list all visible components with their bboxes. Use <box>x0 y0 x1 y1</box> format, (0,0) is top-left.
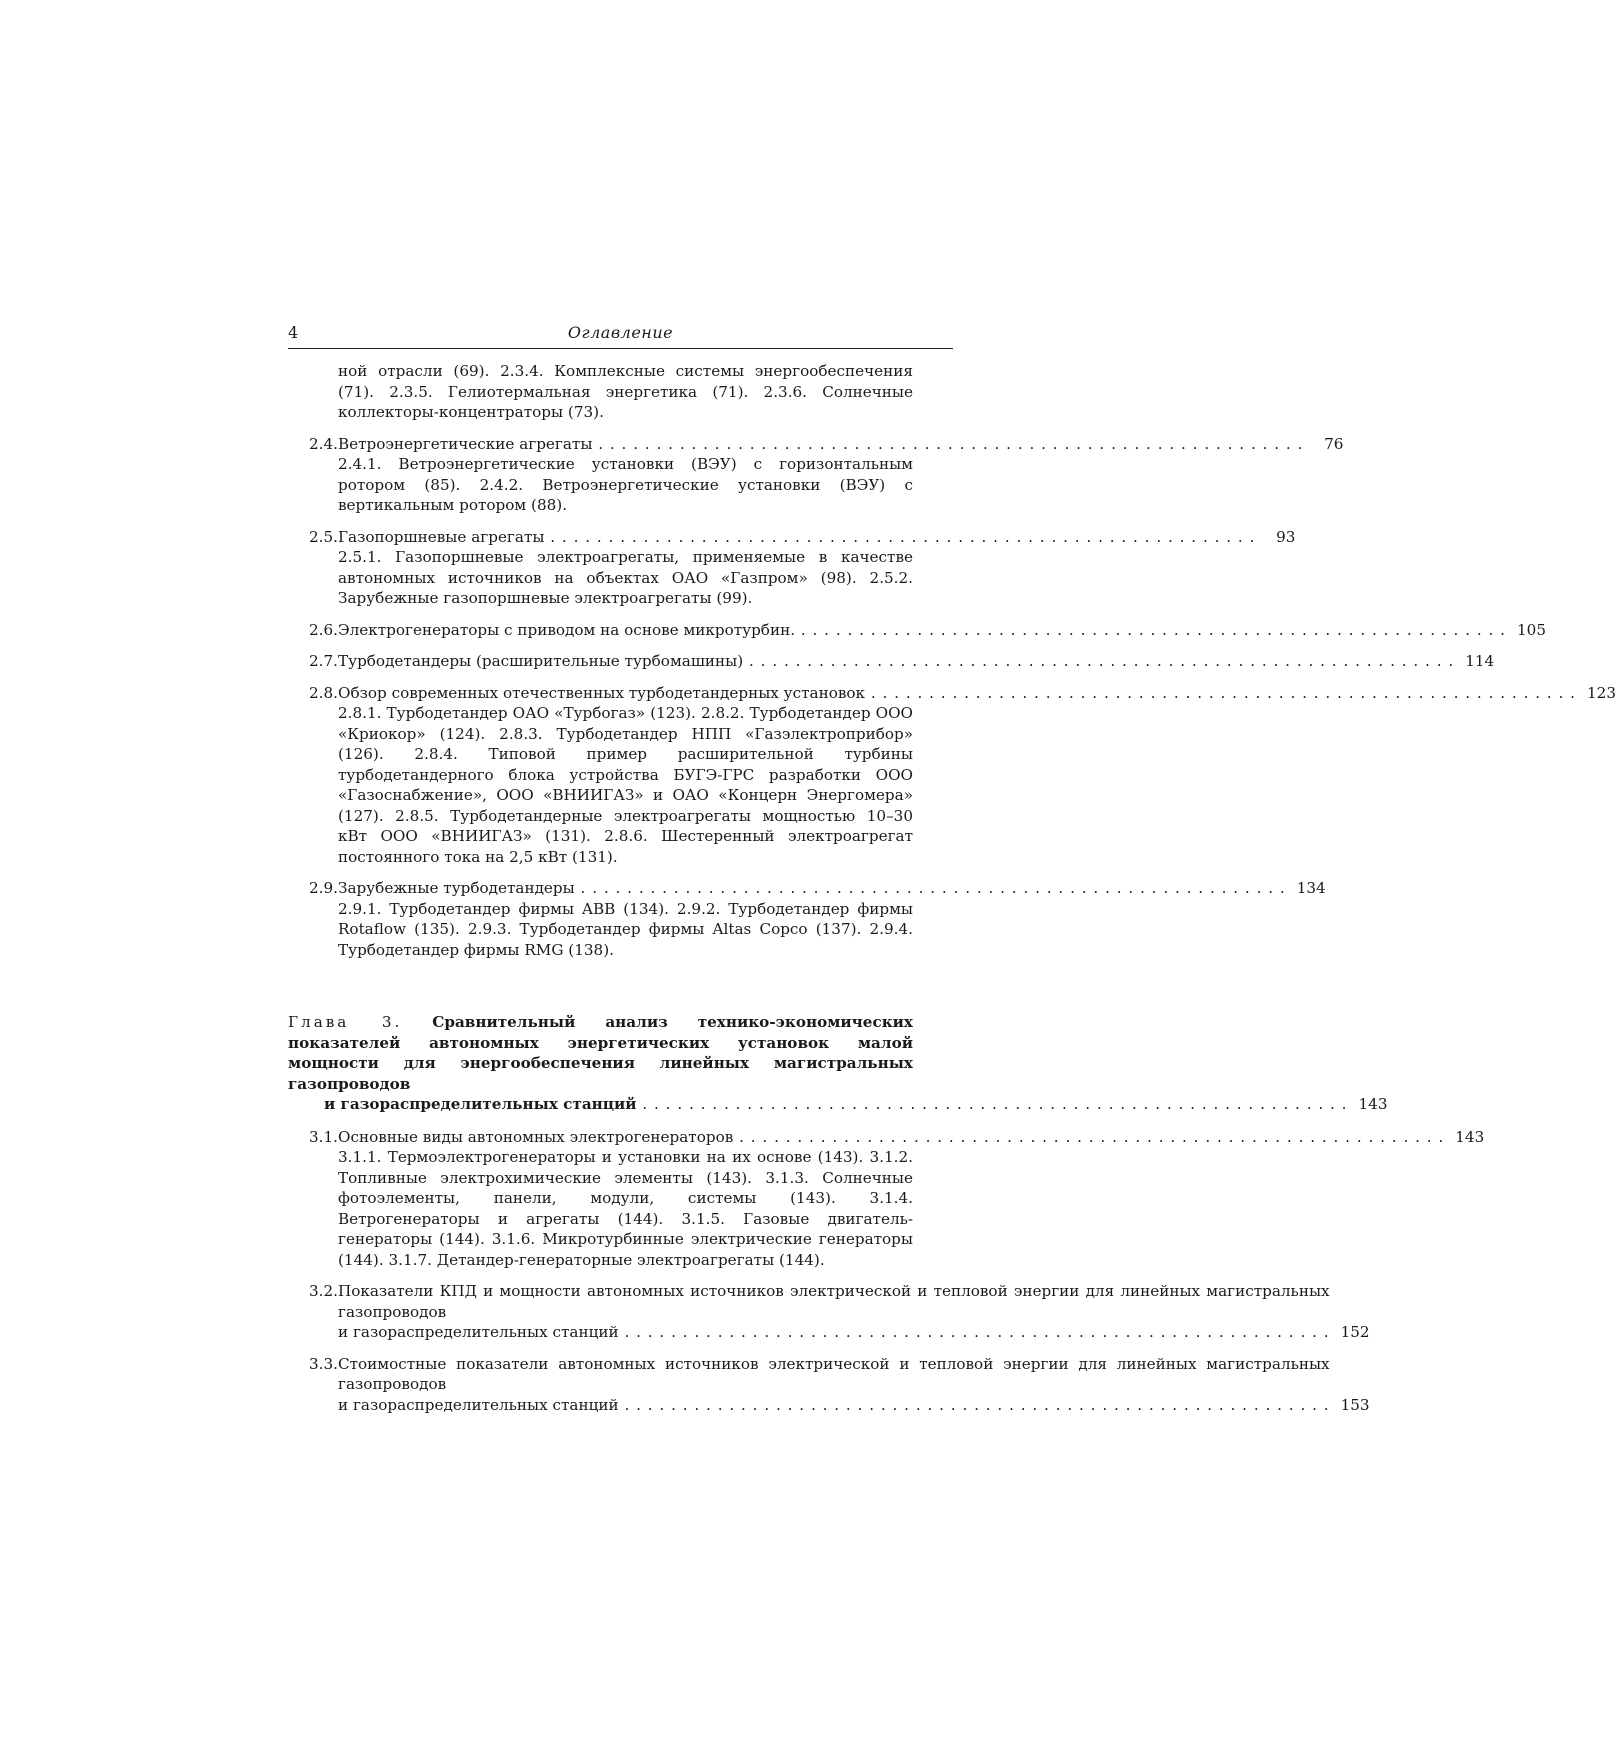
running-title: Оглавление <box>567 323 674 342</box>
entry-page: 76 <box>1324 434 1344 453</box>
toc-entry-2-8[interactable] <box>288 683 1616 868</box>
chapter-page: 143 <box>1358 1095 1388 1113</box>
entry-title: Ветроэнергетические агрегаты <box>338 434 593 453</box>
toc-entry-2-4[interactable] <box>288 434 1344 516</box>
entry-page: 105 <box>1517 620 1547 639</box>
toc-entry-3-1[interactable] <box>288 1127 1485 1271</box>
entry-page: 143 <box>1455 1127 1485 1146</box>
entry-title: Обзор современных отечественных турбодетандерных установок <box>338 683 866 702</box>
chapter-3-heading[interactable] <box>288 1012 1388 1115</box>
entry-page: 153 <box>1340 1395 1370 1414</box>
entry-subsections: 2.9.1. Турбодетандер фирмы ABB (134). 2.9.2. Турбодетандер фирмы Rotaflow (135). 2.9.3. Турбодетандер фирмы Altas Copco (137). 2.9.4. Турбодетандер фирмы RMG (138). <box>338 899 913 959</box>
entry-number: 2.4. <box>309 434 338 453</box>
entry-title: Показатели КПД и мощности автономных источников электрической и тепловой энергии для линейных магистральных газопроводов <box>338 1282 1330 1321</box>
entry-number: 2.6. <box>309 620 338 639</box>
toc-entry-2-5[interactable] <box>288 527 1296 609</box>
entry-title: Турбодетандеры (расширительные турбомашины) <box>338 652 744 670</box>
entry-number: 2.5. <box>309 527 338 546</box>
entry-title: Электрогенераторы с приводом на основе микротурбин. <box>338 620 796 639</box>
entry-number: 3.1. <box>309 1127 338 1146</box>
toc-entry-2-9[interactable] <box>288 878 1326 960</box>
entry-title-last: и газораспределительных станций <box>338 1323 619 1341</box>
entry-title: Газопоршневые агрегаты <box>338 527 545 546</box>
chapter-title: Сравнительный анализ технико-экономических показателей автономных энергетических установок малой мощности для энергообеспечения линейных магистральных газопроводов <box>288 1013 913 1093</box>
entry-subsections: 2.8.1. Турбодетандер ОАО «Турбогаз» (123). 2.8.2. Турбодетандер ООО «Криокор» (124). 2.8.3. Турбодетандер НПП «Газэлектроприбор» (126). 2.8.4. Типовой пример расширительной турбины турбодетандерного блока устройства БУГЭ-ГРС разработки ООО «Газоснабжение», ООО «ВНИИГАЗ» и ОАО «Концерн Энергомера» (127). 2.8.5. Турбодетандерные электроагрегаты мощностью 10–30 кВт ООО «ВНИИГАЗ» (131). 2.8.6. Шестеренный электроагрегат постоянного тока на 2,5 кВт (131). <box>338 704 913 866</box>
chapter-title-last: и газораспределительных станций <box>324 1095 637 1113</box>
entry-title-last: и газораспределительных станций <box>338 1395 619 1414</box>
entry-page: 123 <box>1587 683 1616 702</box>
entry-page: 152 <box>1340 1323 1370 1341</box>
entry-title: Стоимостные показатели автономных источников электрической и тепловой энергии для линейных магистральных газопроводов <box>338 1354 1330 1393</box>
toc-entry-3-3[interactable] <box>288 1354 1370 1416</box>
entry-page: 134 <box>1296 879 1326 897</box>
table-of-contents <box>288 361 1616 1415</box>
toc-entry-3-2[interactable] <box>288 1281 1370 1343</box>
entry-title: Зарубежные турбодетандеры <box>338 879 575 897</box>
continuation-text: ной отрасли (69). 2.3.4. Комплексные системы энергообеспечения (71). 2.3.5. Гелиотермальная энергетика (71). 2.3.6. Солнечные коллекторы-концентраторы (73). <box>338 362 913 421</box>
entry-subsections: 2.5.1. Газопоршневые электроагрегаты, применяемые в качестве автономных источников на объектах ОАО «Газпром» (98). 2.5.2. Зарубежные газопоршневые электроагрегаты (99). <box>338 548 913 607</box>
entry-subsections: 3.1.1. Термоэлектрогенераторы и установки на их основе (143). 3.1.2. Топливные электрохимические элементы (143). 3.1.3. Солнечные фотоэлементы, панели, модули, системы (143). 3.1.4. Ветрогенераторы и агрегаты (144). 3.1.5. Газовые двигатель-генераторы (144). 3.1.6. Микротурбинные электрические генераторы (144). 3.1.7. Детандер-генераторные электроагрегаты (144). <box>338 1148 913 1269</box>
page-number: 4 <box>288 323 299 342</box>
chapter-label: Глава 3. <box>288 1013 403 1031</box>
entry-number: 2.7. <box>309 652 338 670</box>
entry-number: 3.3. <box>309 1354 338 1373</box>
entry-title: Основные виды автономных электрогенераторов <box>338 1127 734 1146</box>
entry-subsections: 2.4.1. Ветроэнергетические установки (ВЭУ) с горизонтальным ротором (85). 2.4.2. Ветроэнергетические установки (ВЭУ) с вертикальным ротором (88). <box>338 455 913 514</box>
entry-number: 3.2. <box>309 1282 338 1300</box>
toc-entry-2-6[interactable] <box>288 620 1547 641</box>
running-head <box>288 320 953 349</box>
entry-page: 93 <box>1276 527 1296 546</box>
entry-number: 2.8. <box>309 683 338 702</box>
book-page <box>288 320 1616 1426</box>
entry-number: 2.9. <box>309 879 338 897</box>
entry-page: 114 <box>1465 652 1495 670</box>
toc-entry-2-7[interactable] <box>288 651 1495 672</box>
